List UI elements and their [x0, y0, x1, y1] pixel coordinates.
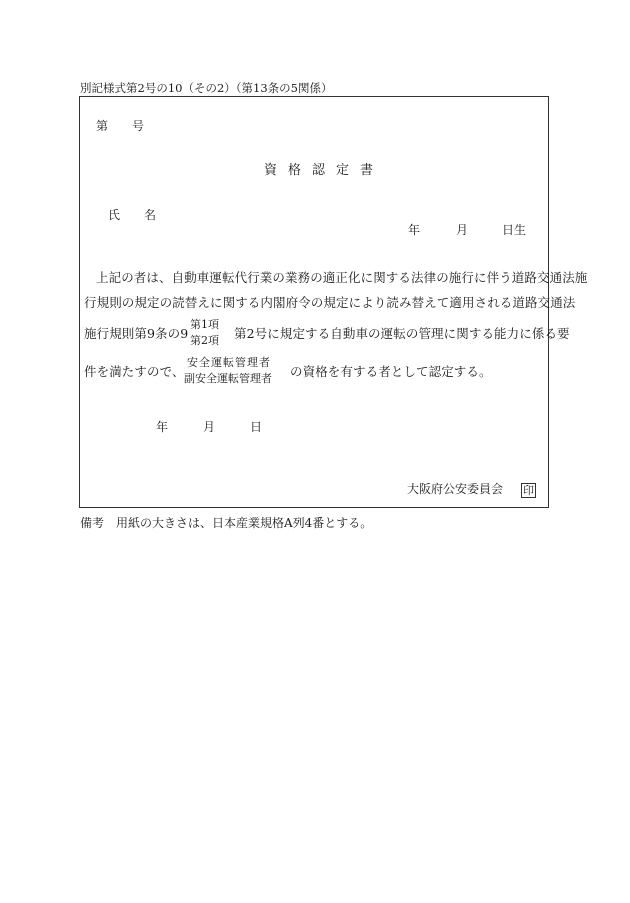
number-label-go: 号 — [132, 119, 145, 133]
option-item-2: 第2項 — [190, 334, 219, 347]
option-role-2: 副安全運転管理者 — [184, 372, 272, 385]
date-year-label: 年 — [156, 420, 169, 434]
seal-text: 印 — [523, 484, 534, 497]
birth-day-label: 日生 — [502, 223, 527, 237]
option-role-1: 安全運転管理者 — [187, 356, 271, 369]
date-month-label: 月 — [203, 420, 216, 434]
footnote: 備考 用紙の大きさは、日本産業規格A列4番とする。 — [80, 516, 373, 530]
option-item-1: 第1項 — [190, 318, 219, 331]
body-line-2: 行規則の規定の読替えに関する内閣府令の規定により読み替えて適用される道路交通法 — [84, 295, 576, 310]
body-line-3-prefix: 施行規則第9条の9 — [84, 326, 189, 341]
body-line-3-suffix: 第2号に規定する自動車の運転の管理に関する能力に係る要 — [234, 326, 570, 341]
form-header: 別記様式第2号の10（その2）（第13条の5関係） — [80, 81, 333, 95]
date-day-label: 日 — [250, 420, 263, 434]
body-line-4-suffix: の資格を有する者として認定する。 — [290, 364, 492, 379]
birth-year-label: 年 — [408, 223, 421, 237]
certificate-title: 資格認定書 — [264, 163, 385, 178]
number-label-dai: 第 — [96, 119, 109, 133]
name-label-shi: 氏 — [108, 208, 121, 222]
name-label-mei: 名 — [144, 208, 157, 222]
body-line-1: 上記の者は、自動車運転代行業の業務の適正化に関する法律の施行に伴う道路交通法施 — [96, 270, 588, 285]
birth-month-label: 月 — [456, 223, 469, 237]
seal-mark — [521, 479, 536, 498]
body-line-4-prefix: 件を満たすので、 — [84, 364, 185, 379]
issuer-name: 大阪府公安委員会 — [407, 482, 504, 496]
